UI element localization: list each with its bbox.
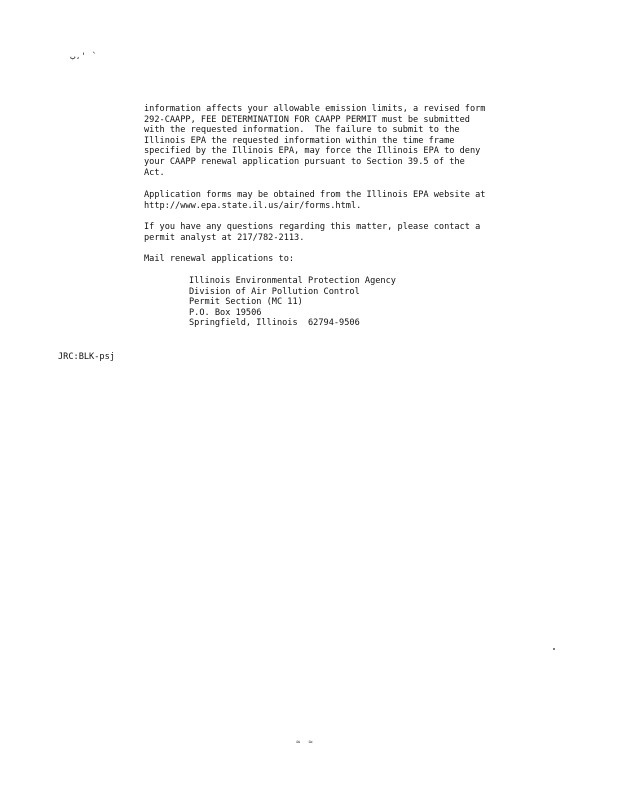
address-line: Illinois Environmental Protection Agency bbox=[189, 276, 396, 286]
header-scan-mark: ب،' ` bbox=[70, 52, 98, 62]
mailing-address bbox=[189, 276, 489, 329]
address-line: P.O. Box 19506 bbox=[189, 307, 262, 318]
paragraph-revised-form: information affects your allowable emission limits, a revised form 292-CAAPP, FEE DETERMINATION FOR CAAPP PERMIT must be submitted with the requested information. The failure to submit to the Illinois EPA the requested information within the time frame specified by the Illinois EPA, may force the Illinois EPA to deny your CAAPP renewal application pursuant to Section 39.5 of the Act. bbox=[144, 104, 486, 178]
author-initials: JRC:BLK-psj bbox=[58, 352, 115, 362]
address-line: Springfield, Illinois 62794-9506 bbox=[189, 318, 360, 329]
paragraph-application-forms: Application forms may be obtained from the Illinois EPA website at http://www.epa.state.il.us/air/forms.html. bbox=[144, 190, 486, 211]
scan-speck bbox=[553, 648, 555, 650]
address-line: Division of Air Pollution Control bbox=[189, 286, 360, 297]
paragraph-questions-contact: If you have any questions regarding this matter, please contact a permit analyst at 217/782-2113. bbox=[144, 222, 481, 243]
address-line: Permit Section (MC 11) bbox=[189, 297, 303, 308]
page-footer-mark: ≈ ≈ bbox=[296, 738, 315, 746]
paragraph-mail-renewal: Mail renewal applications to: bbox=[144, 254, 295, 264]
